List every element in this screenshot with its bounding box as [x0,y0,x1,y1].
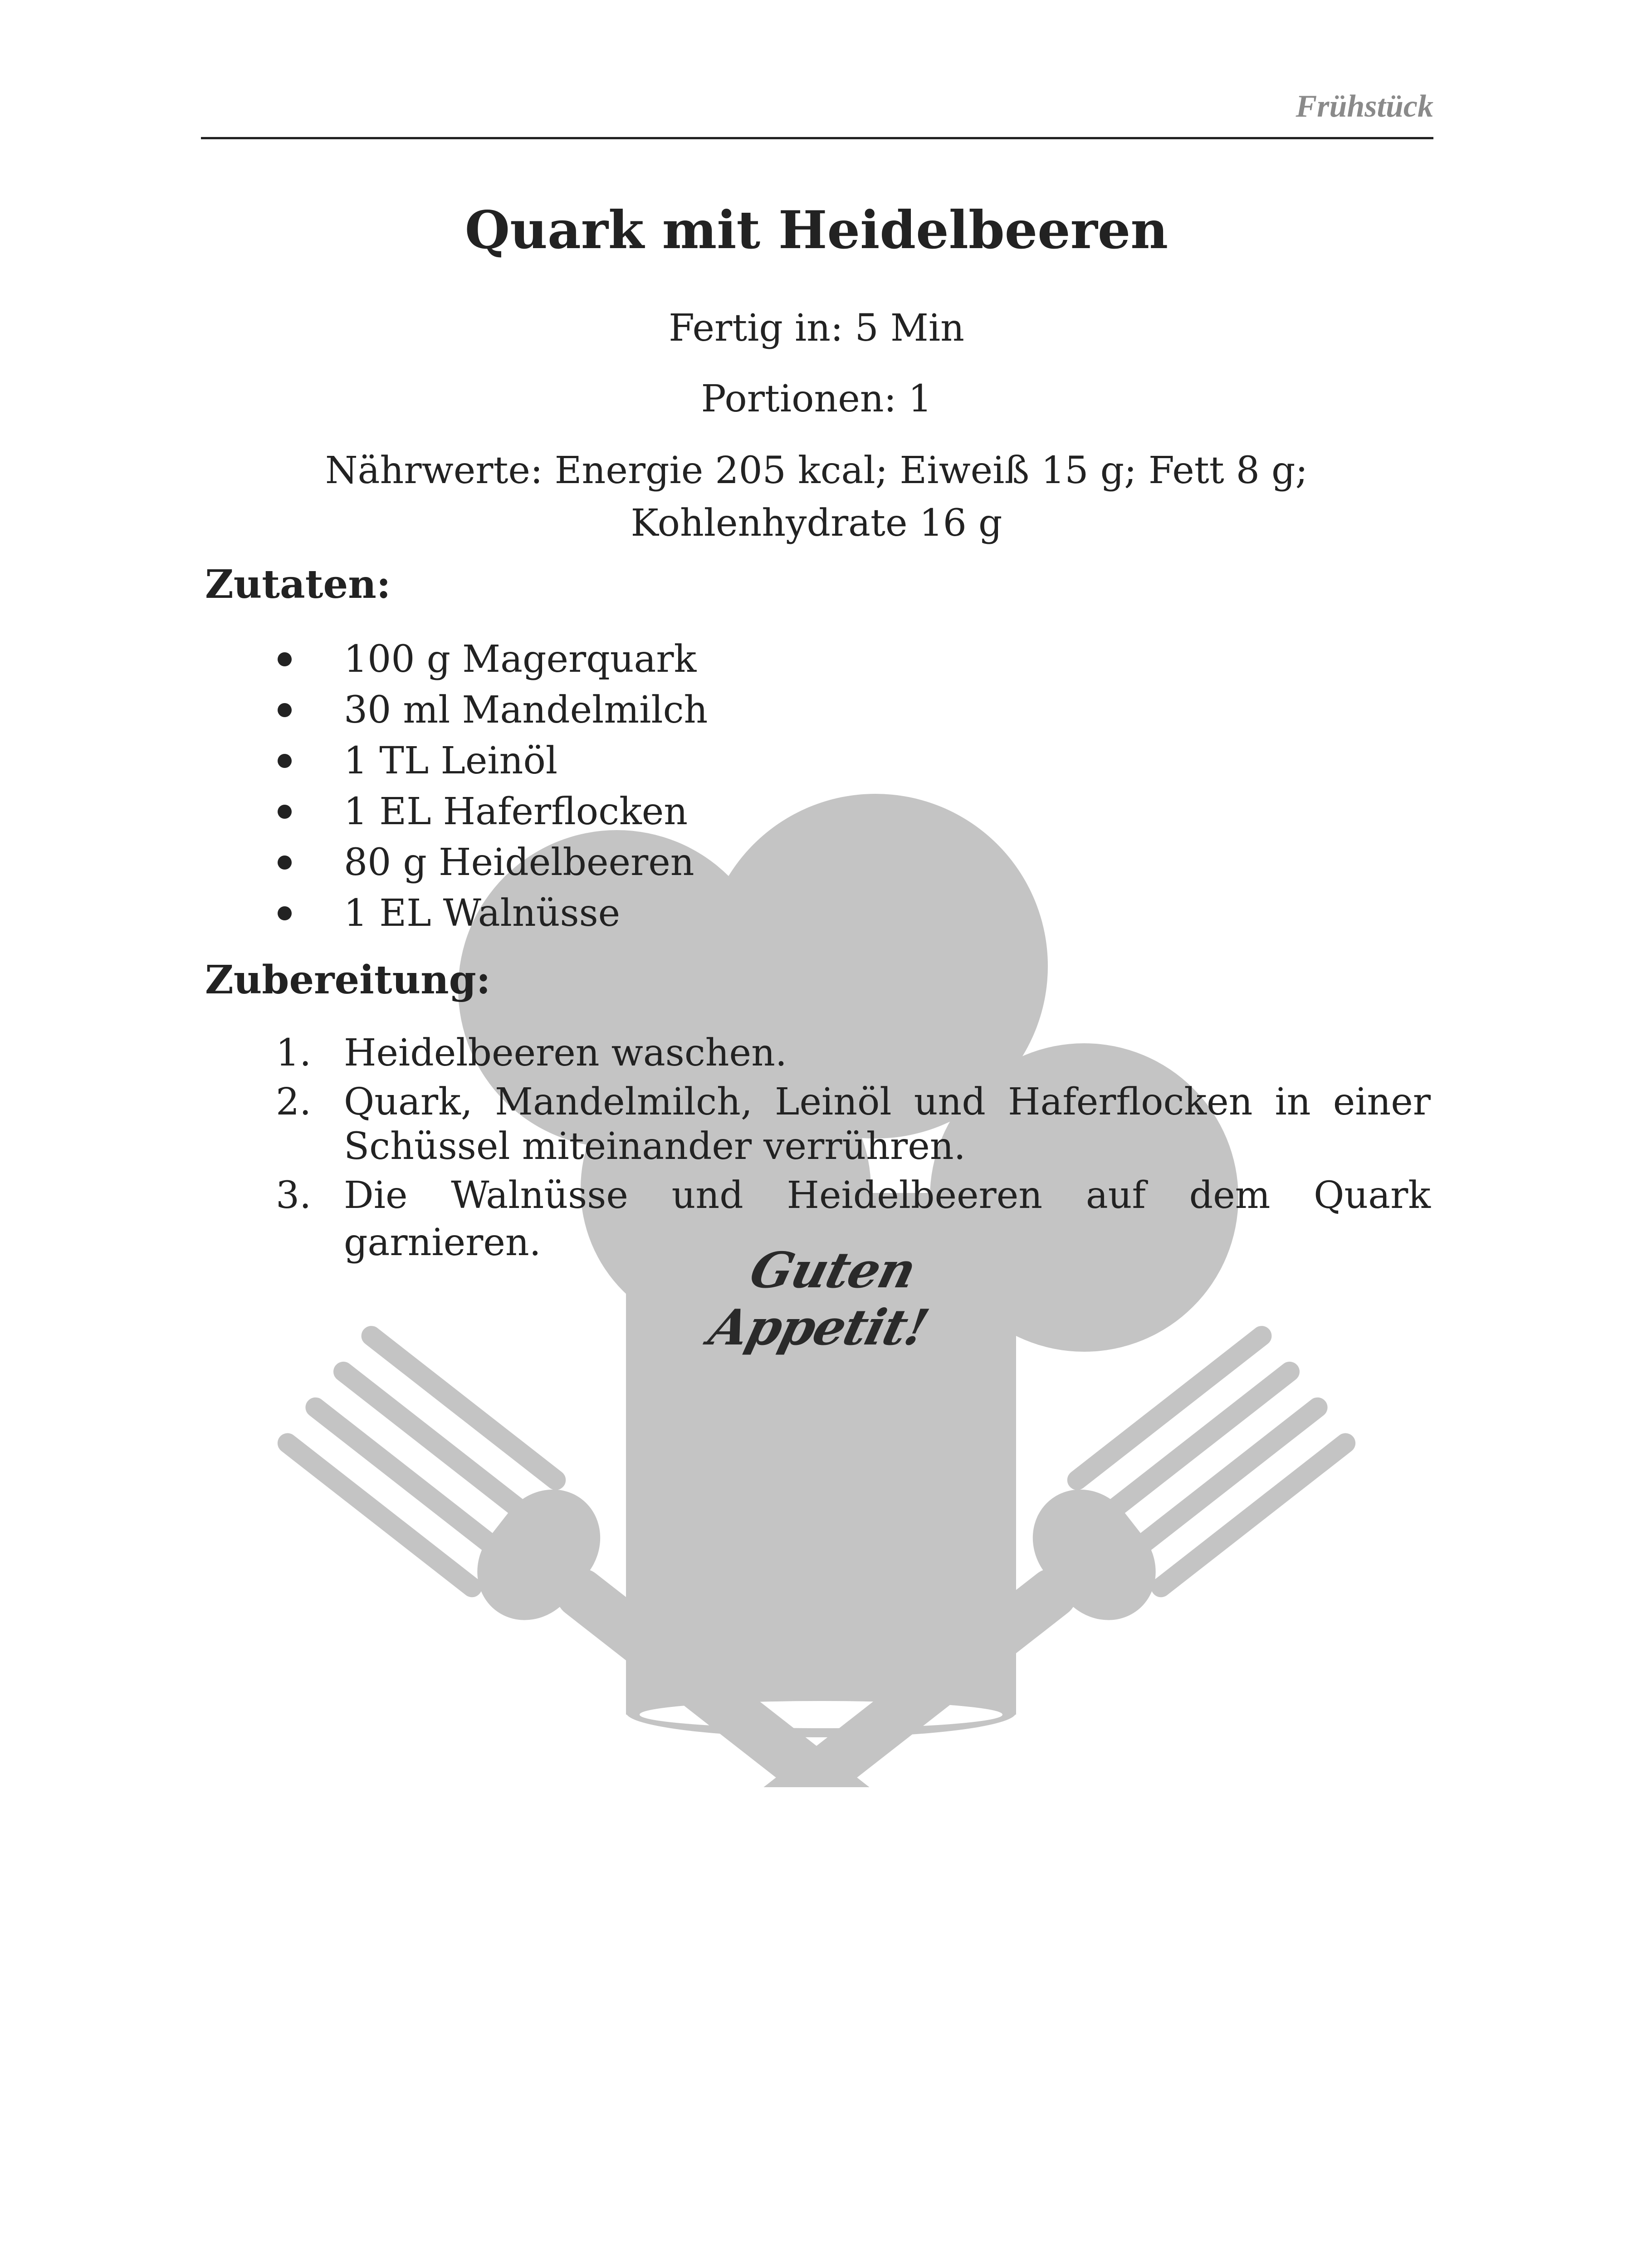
bullet-icon [278,703,292,717]
ingredient-text: 100 g Magerquark [344,638,697,681]
closing-greeting: Guten Appetit! [703,1242,934,1356]
nutrition-line: Nährwerte: Energie 205 kcal; Eiweiß 15 g; Fett 8 g; [325,449,1308,492]
step-text: Schüssel miteinander verrühren. [344,1125,966,1168]
bullet-icon [278,754,292,768]
step-text: Die Walnüsse und Heidelbeeren auf dem Quark garnieren. [344,1174,1431,1264]
nutrition-line: Kohlenhydrate 16 g [631,502,1002,545]
nutrition-facts [0,445,1633,550]
step-number: 1. [276,1031,312,1075]
header-rule [201,137,1433,139]
ready-time: Fertig in: 5 Min [669,307,964,350]
bullet-icon [278,855,292,870]
recipe-title: Quark mit Heidelbeeren [464,200,1169,260]
step-text: Quark, Mandelmilch, Leinöl und Haferflocken in einer [344,1080,1431,1124]
ingredients-heading: Zutaten: [205,562,391,607]
servings: Portionen: 1 [701,377,932,420]
ingredient-text: 1 EL Walnüsse [344,892,621,935]
bullet-icon [278,906,292,920]
ingredient-text: 1 EL Haferflocken [344,790,688,833]
ingredient-text: 30 ml Mandelmilch [344,689,708,732]
ingredient-text: 80 g Heidelbeeren [344,841,694,884]
ingredient-text: 1 TL Leinöl [344,739,558,782]
bullet-icon [278,652,292,666]
bullet-icon [278,805,292,819]
step-text: Heidelbeeren waschen. [344,1031,787,1075]
running-header: Frühstück [1296,89,1433,124]
preparation-heading: Zubereitung: [205,957,491,1003]
step-number: 3. [276,1174,312,1217]
step-number: 2. [276,1080,312,1124]
